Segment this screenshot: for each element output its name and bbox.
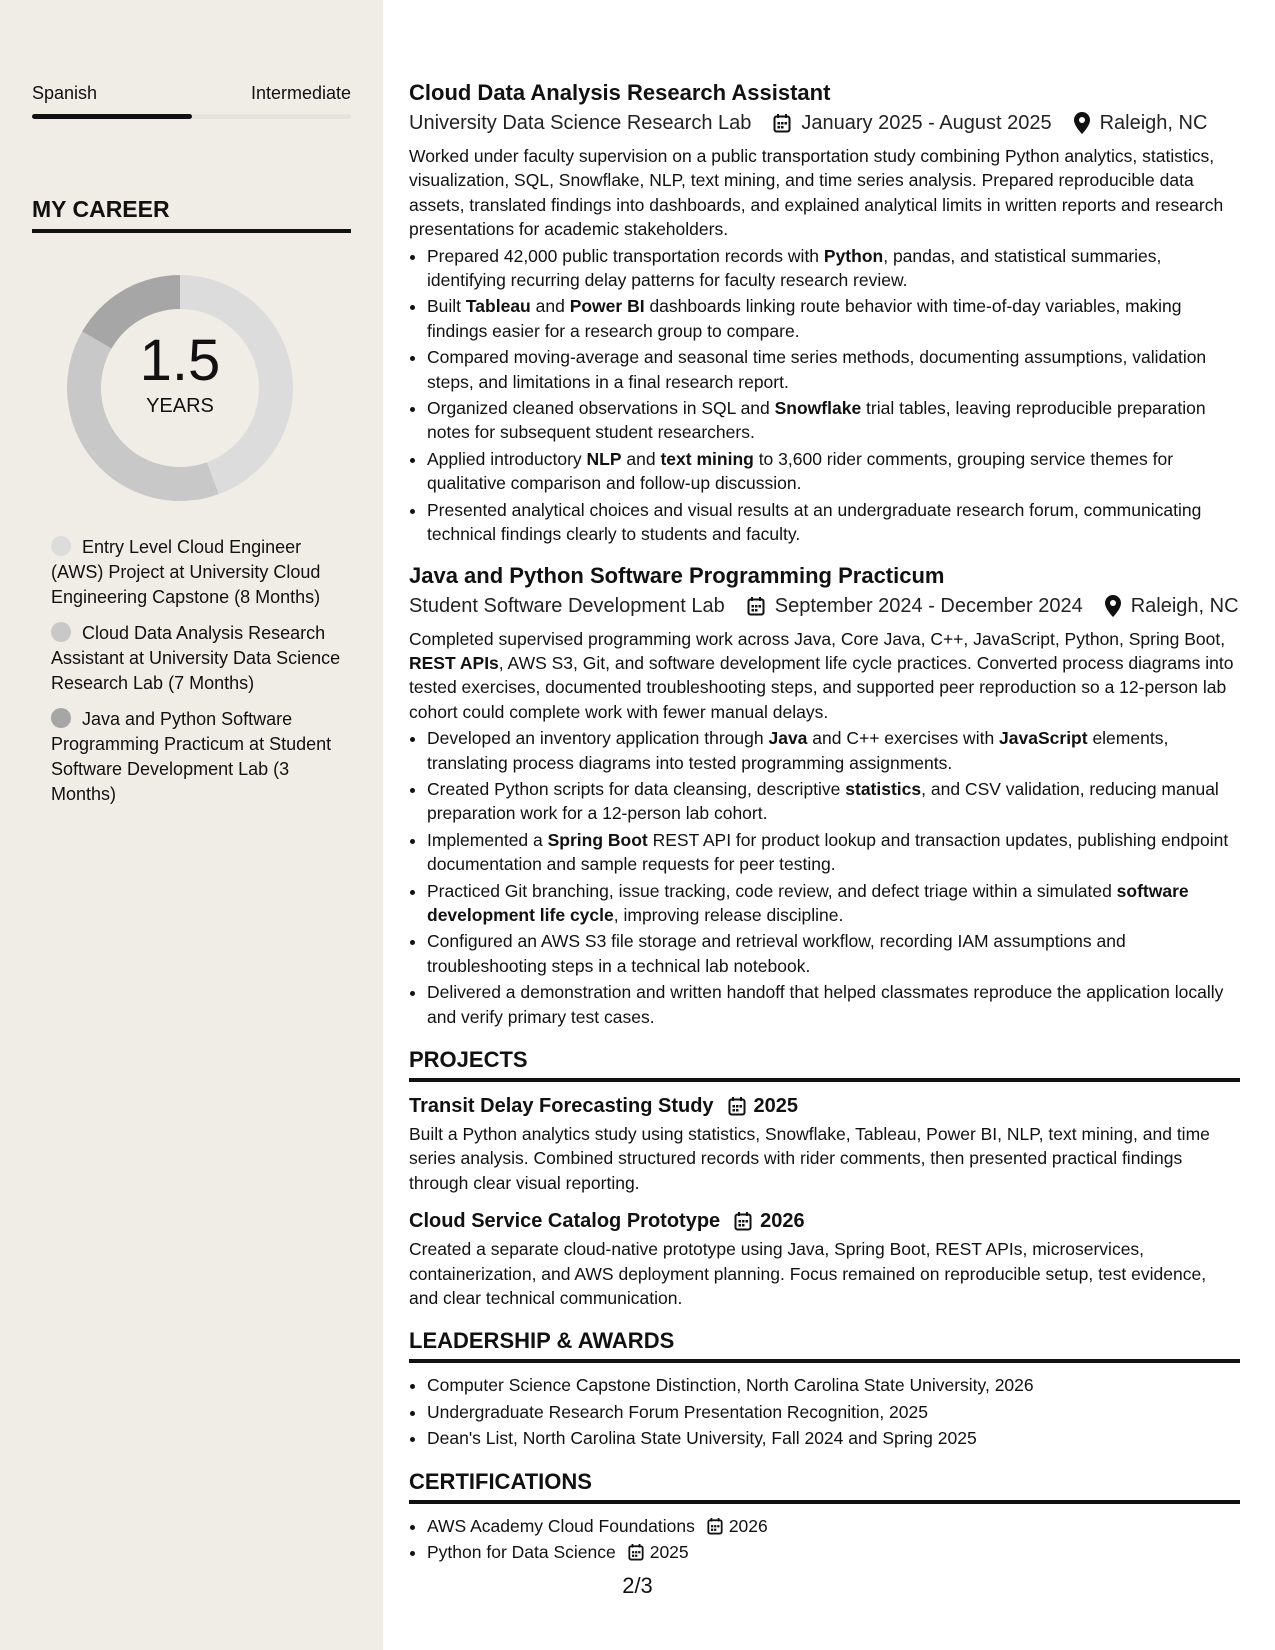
project-title-row bbox=[409, 1092, 1240, 1120]
award-item: • Dean's List, North Carolina State University, Fall 2024 and Spring 2025 bbox=[427, 1426, 1240, 1450]
project-title: Cloud Service Catalog Prototype bbox=[409, 1210, 721, 1233]
page-number-text: 2/3 bbox=[622, 1573, 653, 1598]
career-item-text: Java and Python Software Programming Practicum at Student Software Development Lab (3 Months) bbox=[51, 709, 332, 804]
text-run: trial tables, leaving reproducible preparation notes for subsequent student researchers. bbox=[427, 398, 1206, 443]
job-title: Java and Python Software Programming Practicum bbox=[409, 562, 945, 588]
certifications-list bbox=[409, 1514, 1240, 1565]
certification-item bbox=[427, 1514, 1240, 1538]
project-description: Built a Python analytics study using statistics, Snowflake, Tableau, Power BI, NLP, text mining, and time series analysis. Combined structured records with rider comments, then presented practical findings through clear visual reporting. bbox=[409, 1124, 1210, 1193]
text-run: dashboards linking route behavior with time-of-day variables, making findings easier for a research group to compare. bbox=[427, 296, 1182, 341]
job-bullets bbox=[409, 726, 1240, 1029]
keyword-highlight: Tableau bbox=[465, 296, 531, 317]
text-run: to 3,600 rider comments, grouping service themes for qualitative comparison and follow-up discussion. bbox=[427, 448, 1174, 494]
certification-name: • AWS Academy Cloud Foundations bbox=[427, 1515, 695, 1536]
keyword-highlight: JavaScript bbox=[999, 728, 1088, 749]
job-summary: Worked under faculty supervision on a public transportation study combining Python analytics, statistics, visualization, SQL, Snowflake, NLP, text mining, and time series analysis. Prepared reproducible data assets, translated findings into dashboards, and explained analytical limits in written reports and research presentations for academic stakeholders. bbox=[409, 146, 1224, 240]
certifications-heading: CERTIFICATIONS bbox=[409, 1469, 1240, 1504]
text-run: , AWS S3, Git, and software development life cycle practices. Converted process diagrams into tested exercises, documented troubleshooting steps, and supported peer reproduction so a 12-person lab cohort could complete work with fewer manual delays. bbox=[409, 652, 1234, 722]
main-content bbox=[409, 78, 1240, 1566]
calendar-icon bbox=[773, 113, 791, 133]
text-run: Developed an inventory application through bbox=[427, 728, 769, 749]
job-summary bbox=[409, 627, 1240, 725]
career-list bbox=[51, 535, 341, 818]
project-entry bbox=[409, 1092, 1240, 1195]
text-run: Presented analytical choices and visual results at an undergraduate research forum, communicating technical findings clearly to students and faculty. bbox=[427, 499, 1202, 545]
keyword-highlight: software development life cycle bbox=[427, 880, 1189, 925]
text-run: , pandas, and statistical summaries, identifying recurring delay patterns for faculty research review. bbox=[427, 245, 1162, 291]
text-run: REST API for product lookup and transaction updates, publishing endpoint documentation and sample requests for peer testing. bbox=[427, 829, 1229, 875]
experience-entry bbox=[409, 561, 1240, 1030]
legend-dot bbox=[51, 622, 71, 642]
text-run: Prepared 42,000 public transportation records with bbox=[427, 245, 824, 266]
career-item-text: Cloud Data Analysis Research Assistant at University Data Science Research Lab (7 Months) bbox=[51, 623, 341, 693]
language-name: Spanish bbox=[32, 83, 98, 103]
project-year: 2025 bbox=[753, 1095, 799, 1117]
job-meta bbox=[409, 108, 1240, 138]
keyword-highlight: Power BI bbox=[569, 296, 645, 317]
text-run: , improving release discipline. bbox=[613, 904, 844, 925]
job-organization: Student Software Development Lab bbox=[409, 594, 725, 617]
text-run: Organized cleaned observations in SQL and bbox=[427, 398, 775, 419]
certification-name: • Python for Data Science bbox=[427, 1542, 616, 1563]
awards-heading: LEADERSHIP & AWARDS bbox=[409, 1328, 1240, 1363]
award-item: • Undergraduate Research Forum Presentation Recognition, 2025 bbox=[427, 1400, 1240, 1424]
job-bullets bbox=[409, 244, 1240, 547]
job-organization: University Data Science Research Lab bbox=[409, 112, 752, 134]
project-description: Created a separate cloud-native prototype using Java, Spring Boot, REST APIs, microservices, containerization, and AWS deployment planning. Focus remained on reproducible setup, test evidence, and clear technical communication. bbox=[409, 1239, 1207, 1309]
calendar-icon bbox=[707, 1517, 723, 1535]
text-run: Delivered a demonstration and written handoff that helped classmates reproduce the application locally and verify primary test cases. bbox=[427, 982, 1224, 1027]
bullet-item bbox=[427, 345, 1240, 394]
job-location: Raleigh, NC bbox=[1099, 112, 1208, 134]
keyword-highlight: text mining bbox=[660, 448, 754, 469]
bullet-item bbox=[427, 447, 1240, 496]
location-pin-icon bbox=[1105, 595, 1121, 617]
legend-dot bbox=[51, 708, 71, 728]
job-title: Cloud Data Analysis Research Assistant bbox=[409, 80, 831, 105]
career-years-value: 1.5 bbox=[139, 328, 221, 393]
job-dates: September 2024 - December 2024 bbox=[774, 594, 1083, 617]
projects-heading: PROJECTS bbox=[409, 1047, 1240, 1082]
language-proficiency-fill bbox=[32, 114, 192, 119]
career-heading: MY CAREER bbox=[32, 196, 351, 233]
keyword-highlight: REST APIs bbox=[409, 652, 499, 673]
text-run: Practiced Git branching, issue tracking, code review, and defect triage within a simulated bbox=[427, 880, 1117, 901]
language-proficiency-bar bbox=[32, 114, 351, 119]
text-run: Created Python scripts for data cleansing, descriptive bbox=[427, 778, 846, 799]
language-row bbox=[32, 83, 351, 104]
award-item: • Computer Science Capstone Distinction, North Carolina State University, 2026 bbox=[427, 1373, 1240, 1397]
keyword-highlight: Python bbox=[823, 245, 884, 266]
job-location: Raleigh, NC bbox=[1130, 594, 1239, 617]
keyword-highlight: Spring Boot bbox=[547, 829, 648, 850]
language-level: Intermediate bbox=[250, 83, 351, 103]
text-run: Configured an AWS S3 file storage and retrieval workflow, recording IAM assumptions and troubleshooting steps in a technical lab notebook. bbox=[427, 931, 1126, 976]
keyword-highlight: Snowflake bbox=[774, 398, 862, 419]
bullet-item bbox=[427, 879, 1240, 928]
text-run: , and CSV validation, reducing manual preparation work for a 12-person lab cohort. bbox=[427, 778, 1219, 824]
calendar-icon bbox=[734, 1211, 752, 1231]
text-run: elements, translating process diagrams into tested programming assignments. bbox=[427, 728, 1169, 773]
bullet-item bbox=[427, 498, 1240, 547]
bullet-item bbox=[427, 294, 1240, 343]
sidebar bbox=[0, 0, 383, 1650]
keyword-highlight: NLP bbox=[586, 448, 622, 469]
bullet-item bbox=[427, 726, 1240, 775]
awards-list bbox=[409, 1373, 1240, 1450]
text-run: and C++ exercises with bbox=[807, 728, 1000, 749]
text-run: Applied introductory bbox=[427, 448, 587, 469]
text-run: and bbox=[621, 448, 661, 469]
text-run: Built bbox=[427, 296, 466, 317]
certification-year: 2026 bbox=[728, 1515, 768, 1536]
keyword-highlight: statistics bbox=[845, 778, 922, 799]
job-meta bbox=[409, 591, 1240, 621]
bullet-item bbox=[427, 929, 1240, 978]
project-title-row bbox=[409, 1207, 1240, 1235]
bullet-item bbox=[427, 828, 1240, 877]
legend-dot bbox=[51, 536, 71, 556]
project-title: Transit Delay Forecasting Study bbox=[409, 1095, 714, 1117]
location-pin-icon bbox=[1074, 112, 1090, 134]
certification-item bbox=[427, 1540, 1240, 1564]
calendar-icon bbox=[628, 1543, 644, 1561]
bullet-item bbox=[427, 396, 1240, 445]
text-run: and bbox=[530, 296, 570, 317]
career-list-item bbox=[51, 707, 341, 807]
text-run: Completed supervised programming work across Java, Core Java, C++, JavaScript, Python, Spring Boot, bbox=[409, 628, 1226, 649]
projects-list bbox=[409, 1092, 1240, 1310]
job-dates: January 2025 - August 2025 bbox=[801, 112, 1052, 134]
bullet-item bbox=[427, 777, 1240, 826]
project-entry bbox=[409, 1207, 1240, 1310]
project-year: 2026 bbox=[760, 1210, 805, 1233]
text-run: Implemented a bbox=[427, 829, 548, 850]
career-years-unit: YEARS bbox=[146, 395, 214, 417]
page-number bbox=[0, 1573, 1275, 1599]
career-item-text: Entry Level Cloud Engineer (AWS) Project at University Cloud Engineering Capstone (8 Months) bbox=[51, 537, 321, 607]
text-run: Compared moving-average and seasonal time series methods, documenting assumptions, validation steps, and limitations in a final research report. bbox=[427, 347, 1207, 392]
career-list-item bbox=[51, 535, 341, 610]
certification-year: 2025 bbox=[649, 1542, 689, 1563]
bullet-item bbox=[427, 244, 1240, 293]
keyword-highlight: Java bbox=[768, 728, 808, 749]
career-donut-chart bbox=[66, 274, 294, 502]
calendar-icon bbox=[747, 596, 765, 616]
career-list-item bbox=[51, 621, 341, 696]
experience-entry bbox=[409, 78, 1240, 547]
bullet-item bbox=[427, 980, 1240, 1029]
calendar-icon bbox=[728, 1096, 746, 1116]
